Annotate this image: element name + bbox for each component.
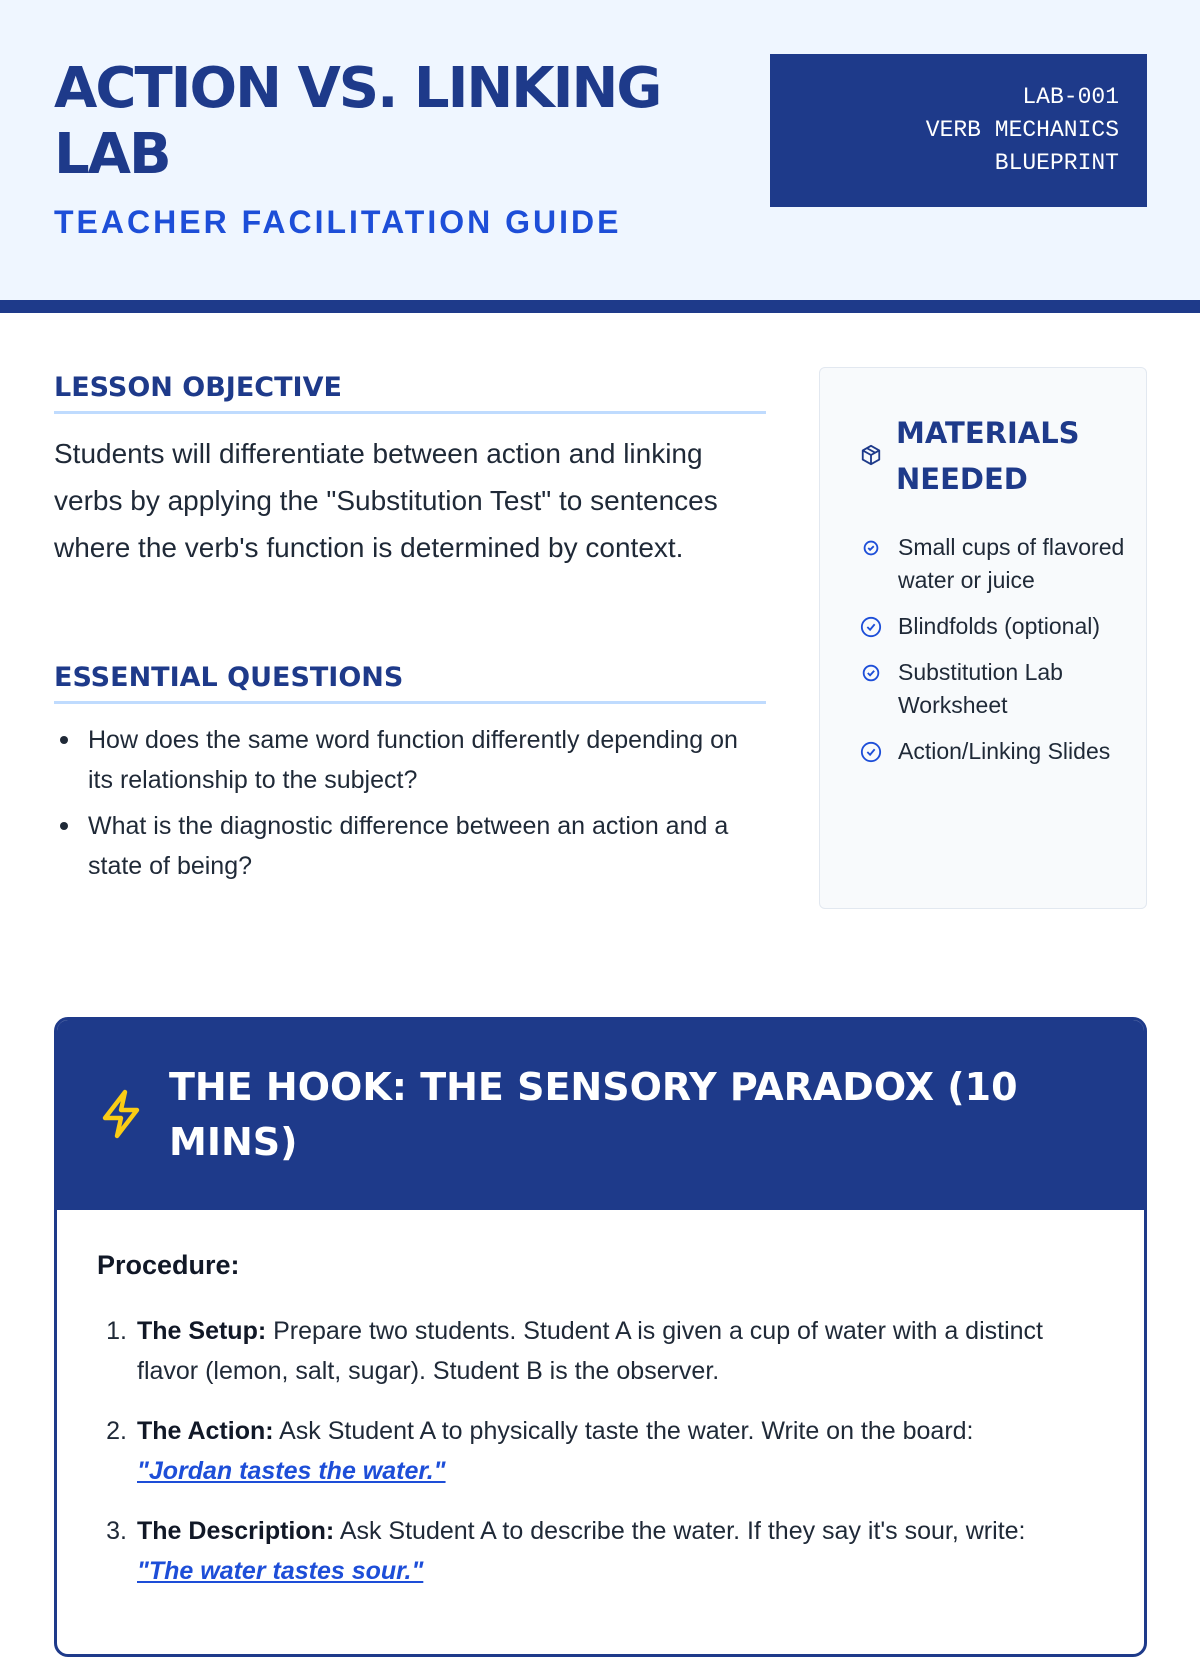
hook-section — [54, 1017, 1147, 1657]
materials-card — [819, 367, 1147, 909]
objective-heading: LESSON OBJECTIVE — [54, 372, 766, 414]
check-circle-icon — [860, 662, 882, 684]
materials-list — [860, 531, 1130, 781]
step-label: The Description: — [137, 1517, 335, 1545]
page-title: ACTION VS. LINKING LAB — [54, 56, 661, 187]
essential-questions-list — [54, 720, 766, 892]
procedure-label: Procedure: — [97, 1250, 240, 1280]
badge-line: LAB-001 — [1022, 84, 1119, 110]
step-number: 3. — [106, 1517, 127, 1545]
essential-questions-heading: ESSENTIAL QUESTIONS — [54, 662, 766, 704]
step-label: The Action: — [137, 1417, 274, 1445]
list-item: What is the diagnostic difference between an action and a state of being? — [54, 806, 766, 886]
example-sentence: "Jordan tastes the water." — [137, 1457, 446, 1485]
step-number: 1. — [106, 1317, 127, 1345]
lab-id-badge — [770, 54, 1147, 207]
procedure-step — [97, 1311, 1107, 1391]
check-circle-icon — [860, 537, 882, 559]
materials-heading: MATERIALS NEEDED — [896, 416, 1080, 496]
material-label: Substitution Lab Worksheet — [898, 659, 1063, 718]
material-label: Action/Linking Slides — [898, 738, 1111, 764]
lightning-icon — [97, 1088, 145, 1140]
objective-text: Students will differentiate between action and linking verbs by applying the "Substitution Test" to sentences where the verb's function is determined by context. — [54, 438, 718, 563]
list-item: How does the same word function differently depending on its relationship to the subject? — [54, 720, 766, 800]
step-text: Ask Student A to physically taste the water. Write on the board: — [273, 1417, 974, 1445]
list-item — [860, 610, 1130, 643]
hook-body — [97, 1250, 1107, 1611]
cube-icon — [860, 444, 882, 466]
list-item — [860, 656, 1130, 722]
page-header — [0, 0, 1200, 313]
check-circle-icon — [860, 616, 882, 638]
material-label: Small cups of flavored water or juice — [898, 534, 1125, 593]
step-number: 2. — [106, 1417, 127, 1445]
procedure-step — [97, 1511, 1107, 1591]
step-text: Prepare two students. Student A is given a cup of water with a distinct flavor (lemon, salt, sugar). Student B is the observer. — [137, 1317, 1043, 1385]
list-item — [860, 735, 1130, 768]
badge-line: VERB MECHANICS — [925, 117, 1119, 143]
example-sentence: "The water tastes sour." — [137, 1557, 424, 1585]
step-text: Ask Student A to describe the water. If they say it's sour, write: — [334, 1517, 1026, 1545]
page-subtitle: TEACHER FACILITATION GUIDE — [54, 204, 622, 240]
procedure-step — [97, 1411, 1107, 1491]
list-item — [860, 531, 1130, 597]
hook-header — [57, 1020, 1144, 1210]
material-label: Blindfolds (optional) — [898, 613, 1101, 639]
step-label: The Setup: — [137, 1317, 267, 1345]
hook-title: THE HOOK: THE SENSORY PARADOX (10 MINS) — [169, 1065, 1018, 1164]
badge-line: BLUEPRINT — [994, 150, 1119, 176]
check-circle-icon — [860, 741, 882, 763]
procedure-steps — [97, 1311, 1107, 1591]
